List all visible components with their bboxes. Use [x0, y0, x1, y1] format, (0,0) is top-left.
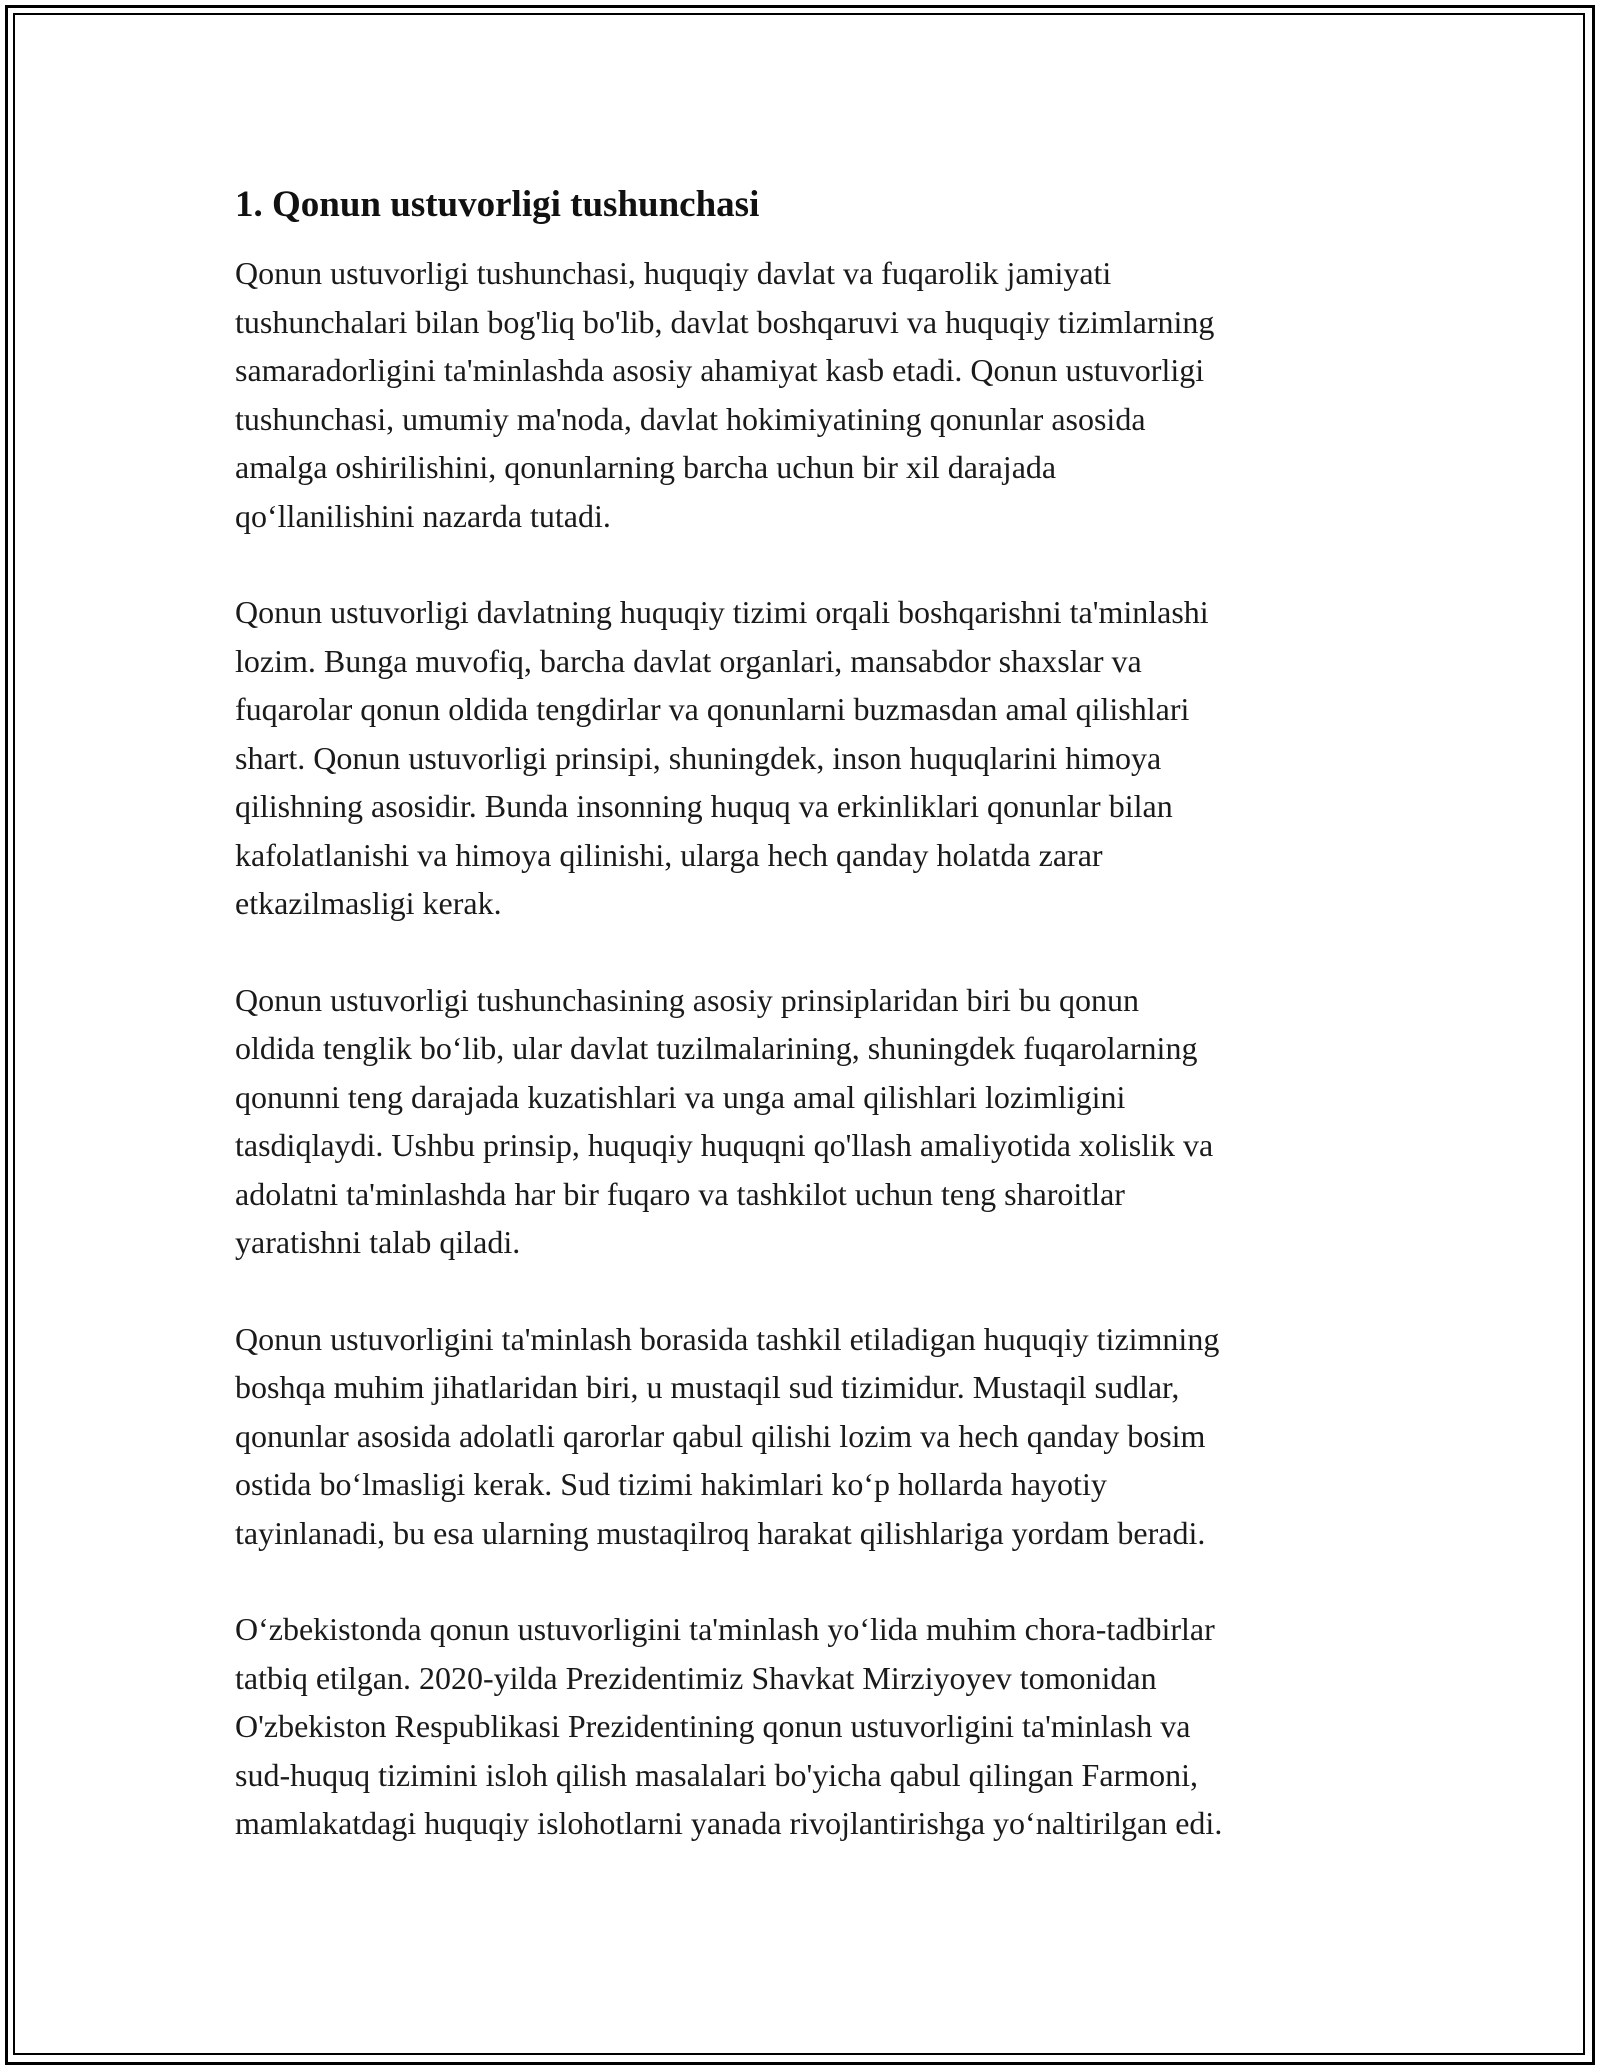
paragraph-5: O‘zbekistonda qonun ustuvorligini ta'minlash yo‘lida muhim chora-tadbirlar tatbiq etilgan. 2020-yilda Prezidentimiz Shavkat Mirziyoyev tomonidan O'zbekiston Respublikasi Prezidentining qonun ustuvorligini ta'minlash va sud-huquq tizimini isloh qilish masalalari bo'yicha qabul qilingan Farmoni, mamlakatdagi huquqiy islohotlarni yanada rivojlantirishga yo‘naltirilgan edi.: [235, 1611, 1223, 1841]
paragraph-3: Qonun ustuvorligi tushunchasining asosiy prinsiplaridan biri bu qonun oldida tenglik bo‘lib, ular davlat tuzilmalarining, shuningdek fuqarolarning qonunni teng darajada kuzatishlari va unga amal qilishlari lozimligini tasdiqlaydi. Ushbu prinsip, huquqiy huquqni qo'llash amaliyotida xolislik va adolatni ta'minlashda har bir fuqaro va tashkilot uchun teng sharoitlar yaratishni talab qiladi.: [235, 981, 1214, 1260]
paragraph-1: Qonun ustuvorligi tushunchasi, huquqiy davlat va fuqarolik jamiyati tushunchalari bilan bog'liq bo'lib, davlat boshqaruvi va huquqiy tizimlarning samaradorligini ta'minlashda asosiy ahamiyat kasb etadi. Qonun ustuvorligi tushunchasi, umumiy ma'noda, davlat hokimiyatining qonunlar asosida amalga oshirilishini, qonunlarning barcha uchun bir xil darajada qo‘llanilishini nazarda tutadi.: [235, 255, 1215, 534]
section-heading: 1. Qonun ustuvorligi tushunchasi: [235, 184, 760, 225]
paragraph-4: Qonun ustuvorligini ta'minlash borasida tashkil etiladigan huquqiy tizimning boshqa muhim jihatlaridan biri, u mustaqil sud tizimidur. Mustaqil sudlar, qonunlar asosida adolatli qarorlar qabul qilishi lozim va hech qanday bosim ostida bo‘lmasligi kerak. Sud tizimi hakimlari ko‘p hollarda hayotiy tayinlanadi, bu esa ularning mustaqilroq harakat qilishlariga yordam beradi.: [235, 1320, 1220, 1551]
document-body: [235, 183, 1385, 1896]
paragraph-2: Qonun ustuvorligi davlatning huquqiy tizimi orqali boshqarishni ta'minlashi lozim. Bunga muvofiq, barcha davlat organlari, mansabdor shaxslar va fuqarolar qonun oldida tengdirlar va qonunlarni buzmasdan amal qilishlari shart. Qonun ustuvorligi prinsipi, shuningdek, inson huquqlarini himoya qilishning asosidir. Bunda insonning huquq va erkinliklari qonunlar bilan kafolatlanishi va himoya qilinishi, ularga hech qanday holatda zarar etkazilmasligi kerak.: [235, 594, 1209, 921]
